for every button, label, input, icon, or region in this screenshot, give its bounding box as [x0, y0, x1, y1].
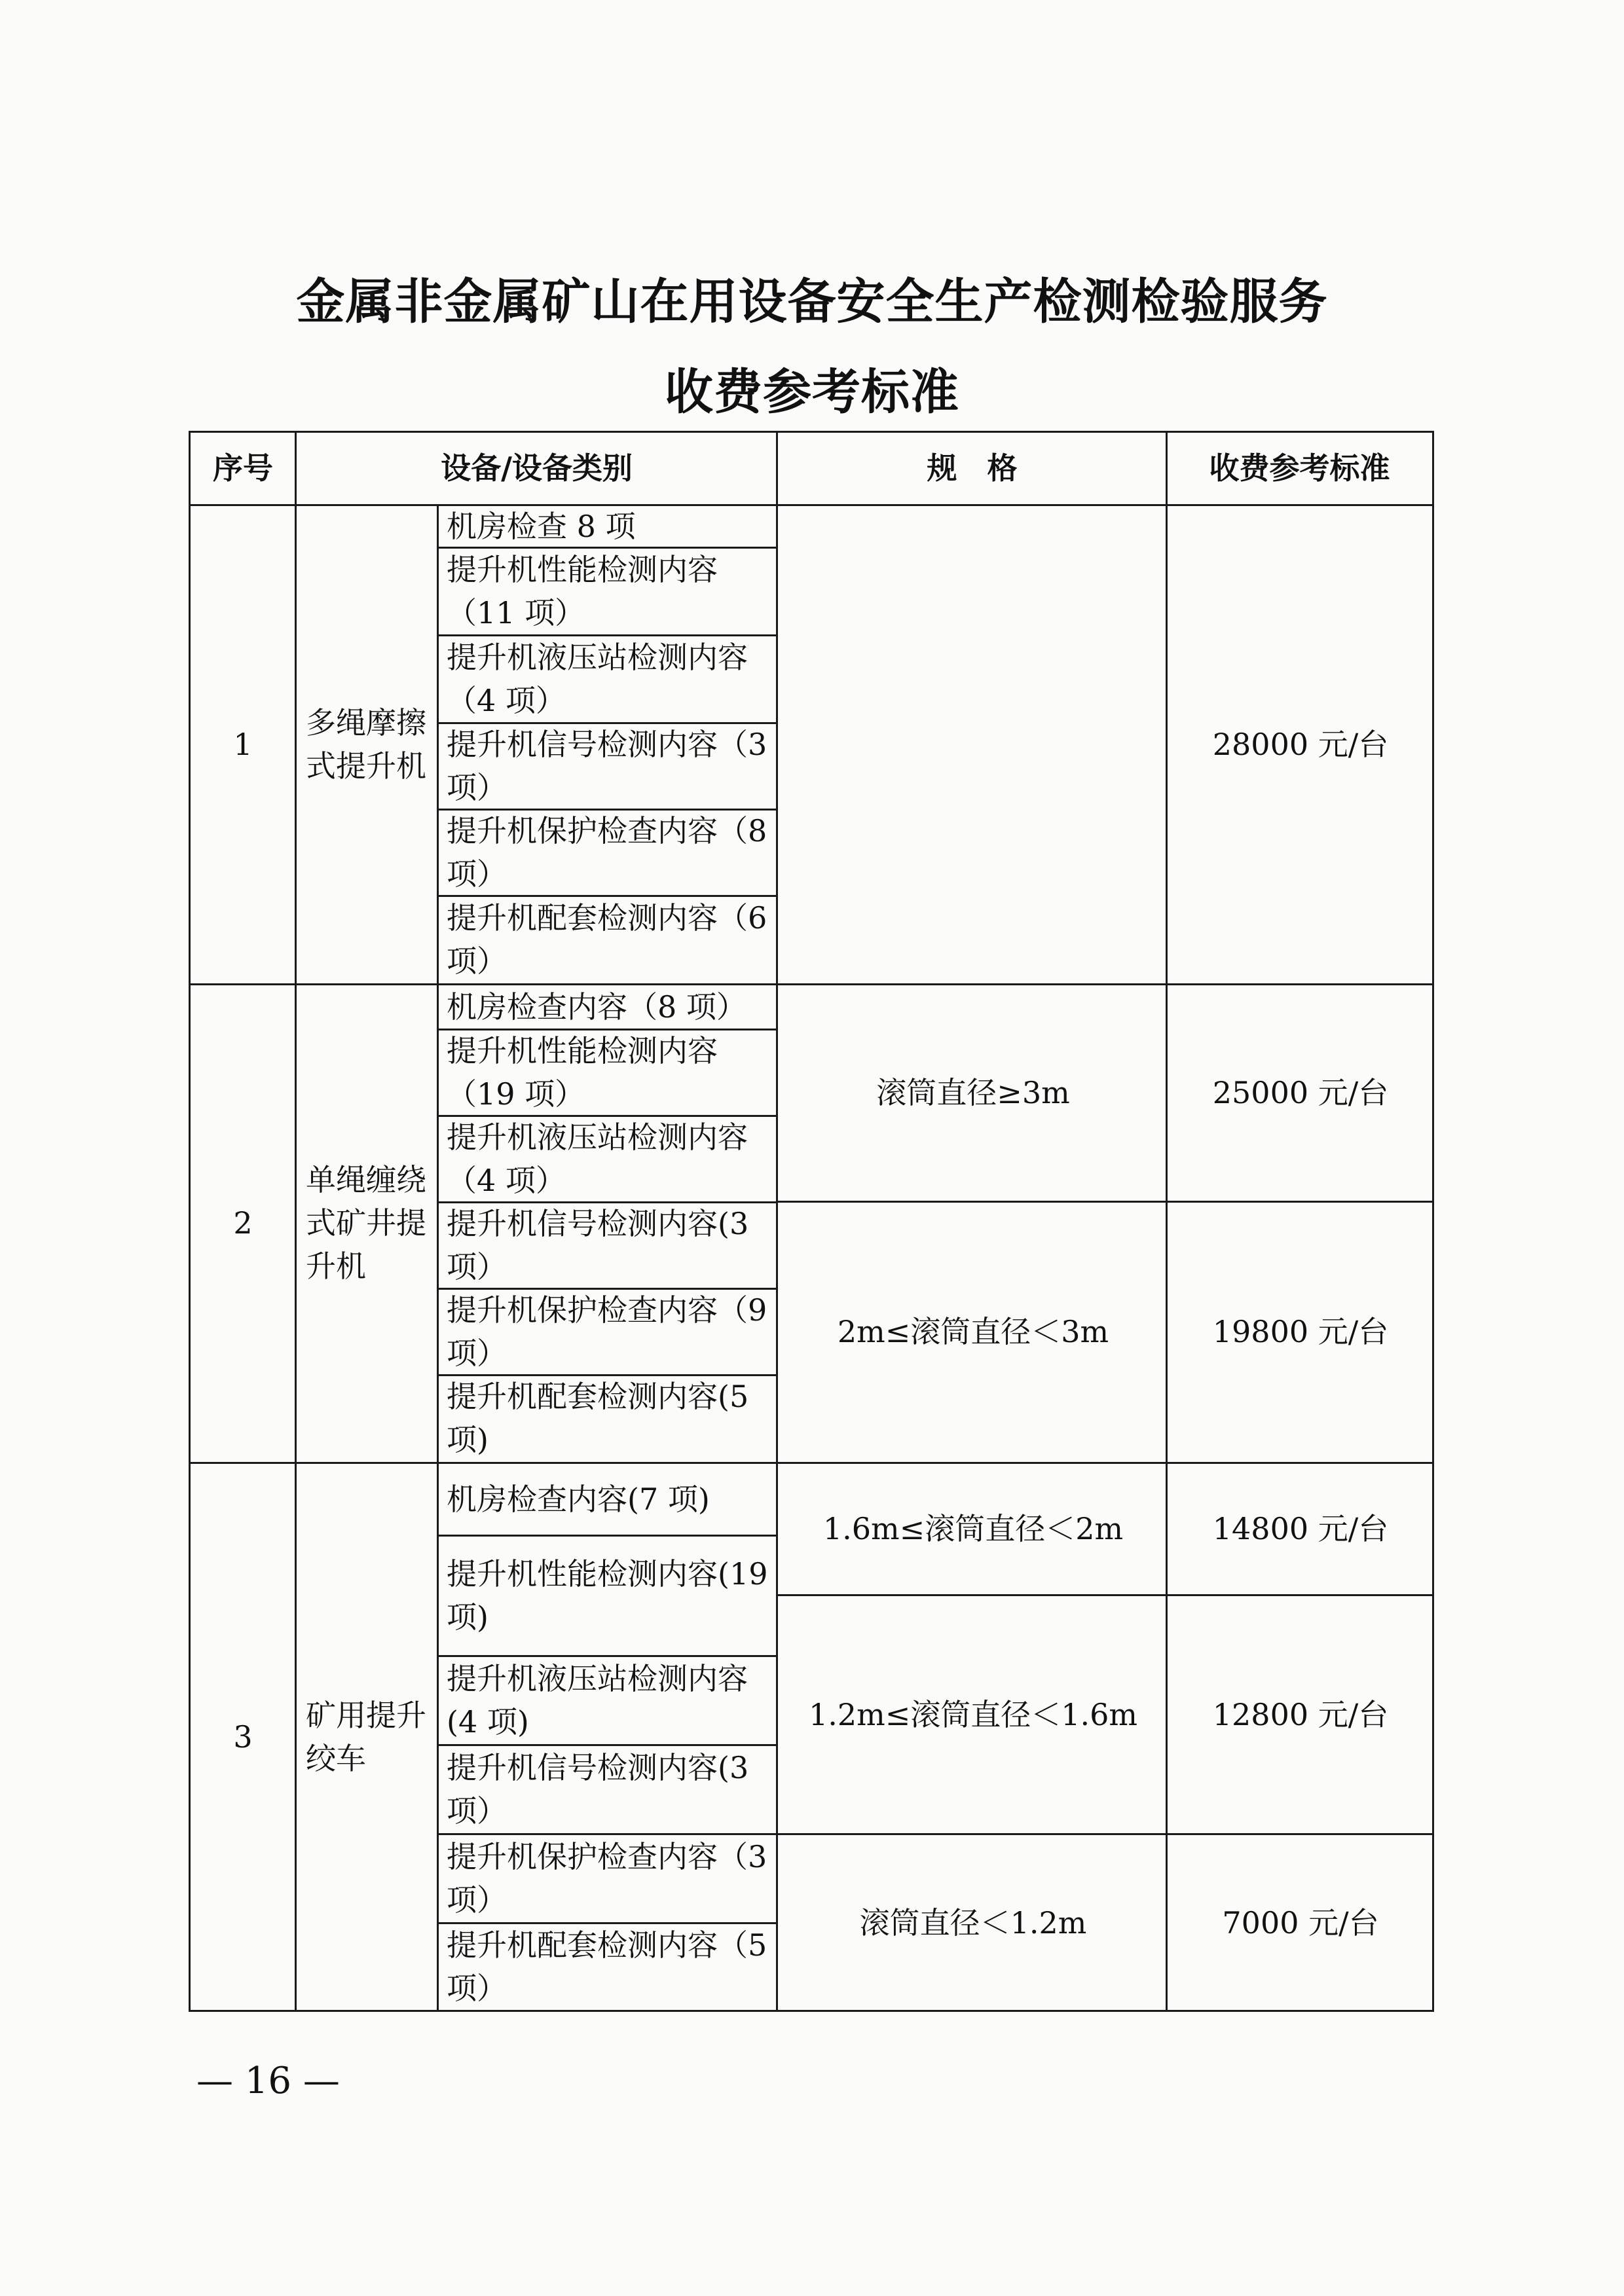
group-3-item: 提升机性能检测内容(19 项) [447, 1556, 768, 1635]
row-divider [189, 504, 1434, 506]
group-1-item: 提升机性能检测内容（11 项） [447, 552, 718, 630]
row-divider [437, 634, 777, 636]
header-no: 序号 [213, 450, 273, 486]
group-1-item: 提升机液压站检测内容（4 项） [447, 640, 748, 718]
document-title-line2: 收费参考标准 [665, 364, 959, 420]
group-3-fee: 7000 元/台 [1222, 1905, 1379, 1941]
group-2-name: 单绳缠绕式矿井提升机 [306, 1162, 426, 1284]
group-1-name: 多绳摩擦式提升机 [306, 705, 426, 784]
column-divider [437, 504, 439, 2012]
row-divider [437, 1744, 777, 1746]
group-3-item: 提升机配套检测内容（5 项） [447, 1927, 767, 2006]
row-divider [776, 1594, 1434, 1596]
group-1-item: 提升机配套检测内容（6 项） [447, 900, 767, 979]
row-divider [437, 547, 777, 549]
column-divider [295, 431, 297, 2012]
row-divider [437, 895, 777, 897]
column-divider [1166, 431, 1168, 2012]
group-2-item: 提升机保护检查内容（9 项） [447, 1292, 767, 1371]
group-2-item: 提升机液压站检测内容（4 项） [447, 1120, 748, 1198]
header-spec: 规 格 [927, 450, 1018, 486]
table-border-top [189, 431, 1434, 433]
table-border-bottom [189, 2010, 1434, 2012]
header-category: 设备/设备类别 [441, 450, 633, 486]
row-divider [437, 722, 777, 724]
group-2-item: 提升机配套检测内容(5 项) [447, 1379, 749, 1457]
group-2-item: 提升机性能检测内容（19 项） [447, 1033, 718, 1112]
row-divider [437, 1833, 777, 1835]
group-1-item: 机房检查 8 项 [447, 509, 636, 544]
document-title-line1: 金属非金属矿山在用设备安全生产检测检验服务 [296, 274, 1328, 330]
row-divider [437, 1655, 777, 1657]
row-divider [776, 1201, 1434, 1203]
row-divider [437, 809, 777, 811]
group-1-spec [779, 505, 1167, 983]
group-3-item: 提升机液压站检测内容(4 项) [447, 1661, 748, 1740]
group-2-spec: 滚筒直径≥3m [876, 1075, 1070, 1110]
column-divider [776, 431, 778, 2012]
row-divider [437, 1374, 777, 1376]
group-1-fee: 28000 元/台 [1212, 727, 1389, 762]
row-divider [437, 1288, 777, 1290]
group-3-item: 机房检查内容(7 项) [447, 1482, 710, 1517]
group-1-item: 提升机信号检测内容（3 项） [447, 727, 767, 805]
group-1-item: 提升机保护检查内容（8 项） [447, 813, 767, 892]
header-fee: 收费参考标准 [1209, 450, 1390, 486]
row-divider [189, 1462, 1434, 1464]
group-3-spec: 滚筒直径＜1.2m [859, 1905, 1087, 1941]
page-number: — 16 — [196, 2060, 340, 2102]
group-1-no: 1 [233, 727, 253, 762]
group-3-fee: 14800 元/台 [1212, 1511, 1389, 1546]
group-2-spec: 2m≤滚筒直径＜3m [837, 1314, 1109, 1349]
table-border-left [189, 431, 191, 2012]
row-divider [437, 1201, 777, 1203]
group-3-spec: 1.6m≤滚筒直径＜2m [822, 1511, 1124, 1546]
row-divider [437, 1535, 777, 1537]
group-3-name: 矿用提升绞车 [306, 1698, 426, 1776]
group-2-no: 2 [233, 1205, 253, 1241]
group-3-item: 提升机信号检测内容(3 项） [447, 1750, 749, 1829]
group-3-fee: 12800 元/台 [1212, 1697, 1389, 1732]
row-divider [437, 1922, 777, 1924]
group-2-item: 机房检查内容（8 项） [447, 989, 747, 1025]
row-divider [437, 1115, 777, 1117]
group-3-spec: 1.2m≤滚筒直径＜1.6m [808, 1697, 1138, 1732]
group-2-fee: 19800 元/台 [1212, 1314, 1389, 1349]
row-divider [776, 1833, 1434, 1835]
row-divider [189, 983, 1434, 985]
row-divider [437, 1029, 777, 1030]
table-border-right [1432, 431, 1434, 2012]
group-3-item: 提升机保护检查内容（3 项） [447, 1839, 767, 1918]
group-2-item: 提升机信号检测内容(3 项） [447, 1206, 749, 1285]
group-3-no: 3 [233, 1719, 253, 1755]
group-2-fee: 25000 元/台 [1212, 1075, 1389, 1110]
